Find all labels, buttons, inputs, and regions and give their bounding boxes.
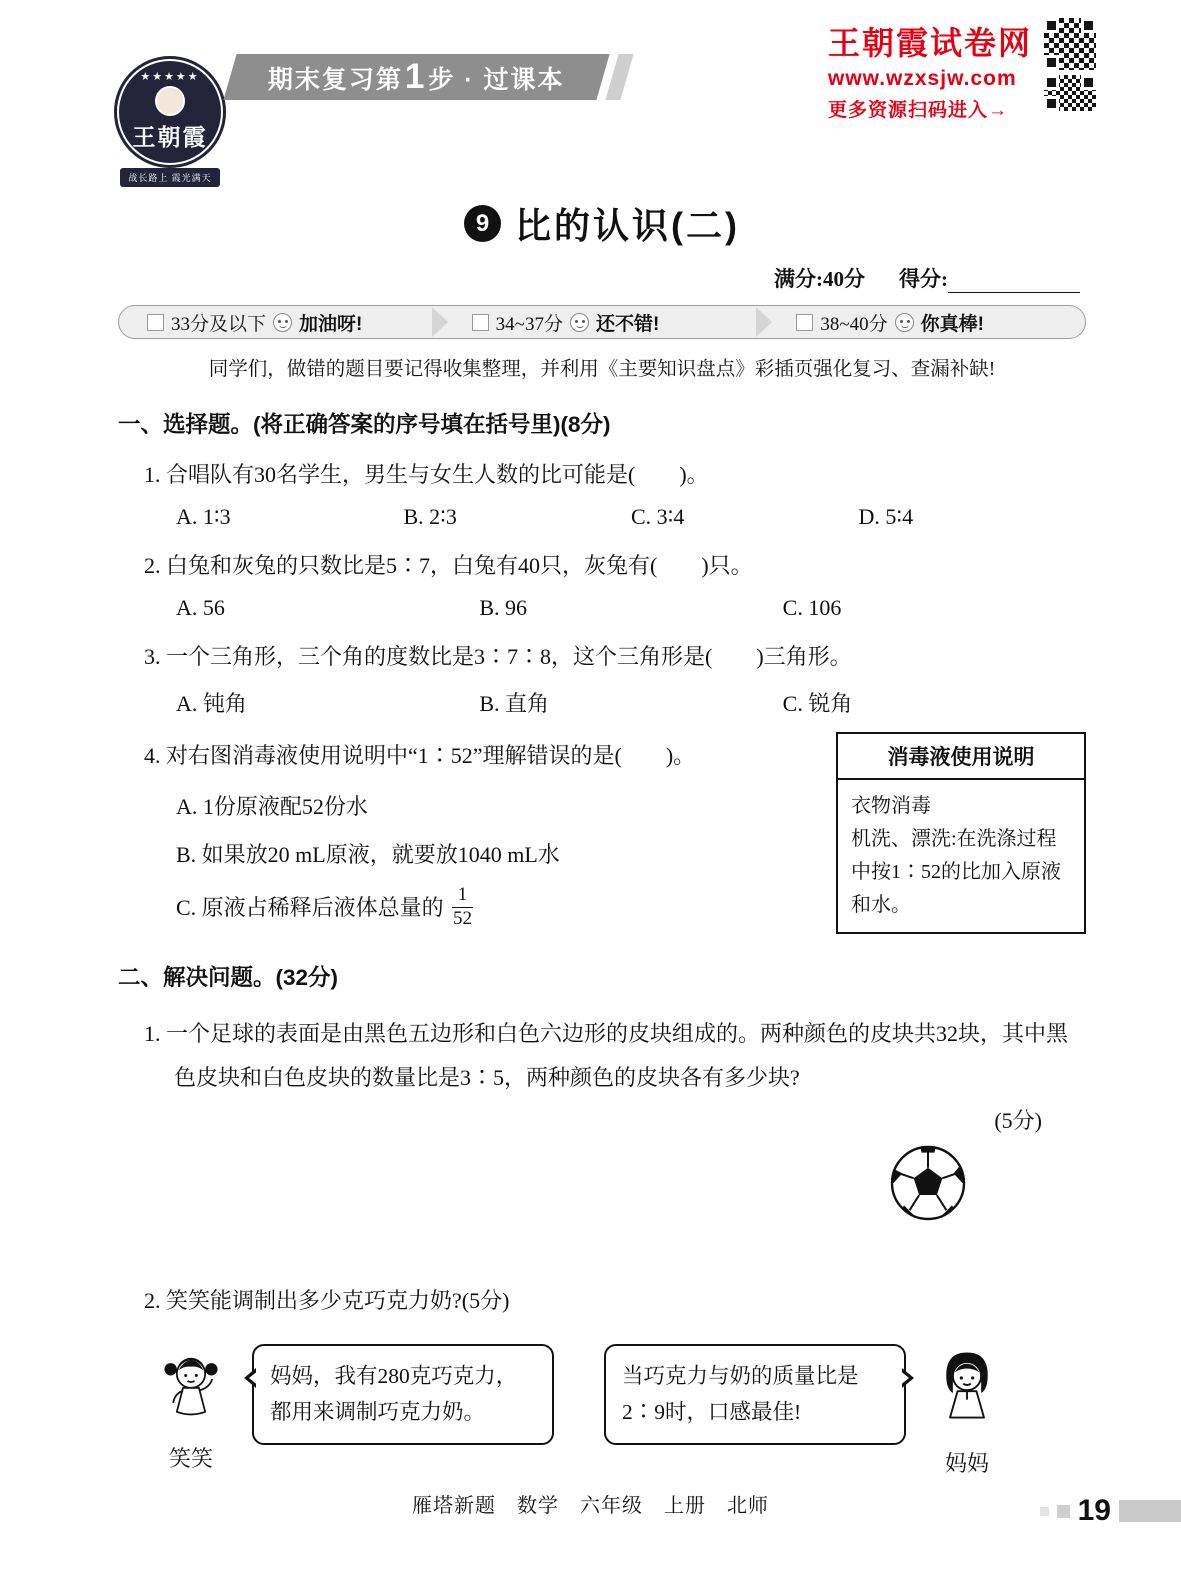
- tier-range: 38~40分: [820, 313, 888, 335]
- soccer-ball-row: [118, 1143, 1086, 1223]
- s1-question2-text: 2. 白兔和灰兔的只数比是5∶7，白兔有40只，灰兔有( )只。: [144, 553, 753, 579]
- option-d: D. 5∶4: [858, 504, 914, 530]
- speech-bubble-xiaoxiao: 妈妈，我有280克巧克力，都用来调制巧克力奶。: [252, 1344, 554, 1445]
- score-tier-high: [772, 309, 1081, 336]
- section2-title: 二、解决问题。(32分): [118, 964, 339, 990]
- stars-icon: ★★★★★: [140, 71, 200, 83]
- option-a: A. 钝角: [176, 690, 247, 716]
- option-a: A. 1∶3: [176, 504, 231, 530]
- option-b: B. 96: [479, 595, 528, 621]
- notice-text: 同学们，做错的题目要记得收集整理，并利用《主要知识盘点》彩插页强化复习、查漏补缺!: [208, 359, 996, 380]
- full-score-label: 满分:40分: [774, 267, 865, 291]
- page-number-block: [1040, 1494, 1181, 1528]
- decorative-square: [1040, 1507, 1049, 1516]
- info-box-body: [838, 780, 1084, 932]
- s2-question2-text: 2. 笑笑能调制出多少克巧克力奶?(5分): [144, 1287, 510, 1313]
- s1-question3-text: 3. 一个三角形，三个角的度数比是3∶7∶8，这个三角形是( )三角形。: [144, 644, 852, 670]
- info-box-line1: 衣物消毒: [851, 794, 931, 817]
- option-b: B. 直角: [479, 690, 550, 716]
- lesson-number-badge: 9: [464, 205, 501, 242]
- disinfectant-instructions-box: [836, 732, 1086, 934]
- info-box-title: 消毒液使用说明: [838, 734, 1084, 780]
- score-tier-bar: [118, 305, 1086, 339]
- face-icon: [570, 313, 589, 332]
- s1-question3-options: [118, 687, 1086, 718]
- qr-column: [1044, 18, 1096, 111]
- score-tier-low: [123, 309, 432, 336]
- tier-comment: 还不错!: [595, 313, 660, 335]
- s2-question1-score: (5分): [994, 1107, 1042, 1133]
- fraction: [452, 884, 474, 931]
- s1-question4-block: [118, 720, 1086, 934]
- s1-question1-options: [118, 504, 1086, 530]
- tier-comment: 你真棒!: [920, 313, 984, 335]
- fraction-denominator: 52: [452, 907, 472, 929]
- chevron-separator-icon: [432, 307, 448, 337]
- banner-text: [268, 56, 565, 96]
- site-text-block: [828, 18, 1032, 122]
- speaker-xiaoxiao: [160, 1344, 222, 1473]
- brand-badge-logo: [106, 56, 234, 187]
- review-step-banner: [223, 54, 609, 100]
- banner-step-number: 1: [405, 56, 427, 96]
- s1-question4-text: 4. 对右图消毒液使用说明中“1∶52”理解错误的是( )。: [144, 742, 696, 768]
- option-c: C. 3∶4: [631, 504, 685, 530]
- option-c: [118, 883, 836, 930]
- page-header: [118, 0, 1086, 196]
- option-a: A. 56: [176, 595, 225, 621]
- tier-comment: 加油呀!: [299, 313, 363, 335]
- qr-code-icon: [1044, 18, 1096, 70]
- decorative-square: [1057, 1505, 1070, 1518]
- face-icon: [895, 313, 914, 332]
- portrait-icon: [155, 86, 185, 116]
- option-c: C. 锐角: [782, 690, 853, 716]
- badge-name: 王朝霞: [132, 125, 208, 150]
- dialogue-row: [118, 1344, 1086, 1478]
- badge-ribbon: 战长路上 霞光满天: [120, 168, 219, 187]
- score-checkbox[interactable]: [147, 314, 164, 331]
- s2-question1-text: 1. 一个足球的表面是由黑色五边形和白色六边形的皮块组成的。两种颜色的皮块共32块，其中黑色皮块和白色皮块的数量比是3∶5，两种颜色的皮块各有多少块?: [144, 1020, 1069, 1090]
- tier-range: 33分及以下: [171, 313, 267, 335]
- speaker-name: 笑笑: [168, 1445, 213, 1471]
- page-number-bar: [1119, 1500, 1181, 1522]
- banner-text-post: 步 · 过课本: [428, 65, 565, 94]
- site-more-text: 更多资源扫码进入→: [827, 100, 1008, 121]
- page-title: [118, 198, 1086, 249]
- fraction-numerator: 1: [452, 884, 474, 908]
- site-promo: [828, 18, 1096, 122]
- banner-text-pre: 期末复习第: [268, 65, 404, 94]
- face-icon: [273, 313, 292, 332]
- score-checkbox[interactable]: [472, 314, 489, 331]
- score-line: [118, 263, 1086, 293]
- site-url[interactable]: www.wzxsjw.com: [827, 67, 1017, 90]
- qr-code-icon: [1044, 75, 1096, 111]
- footer-book-info: 雁塔新题 数学 六年级 上册 北师: [412, 1495, 769, 1517]
- page-number: 19: [1077, 1494, 1111, 1527]
- s1-question4-left: [118, 720, 836, 930]
- mom-character-illustration: [934, 1344, 1000, 1443]
- speech-bubble-mom: 当巧克力与奶的质量比是2∶9时，口感最佳!: [604, 1344, 906, 1445]
- chevron-separator-icon: [756, 307, 772, 337]
- tier-range: 34~37分: [495, 313, 563, 335]
- option-c-text: C. 原液占稀释后液体总量的: [176, 894, 444, 920]
- score-tier-mid: [448, 309, 757, 336]
- s1-question2-options: [118, 595, 1086, 621]
- option-b: B. 2∶3: [403, 504, 457, 530]
- lesson-title: 比的认识(二): [515, 205, 740, 246]
- got-score-label: 得分:: [899, 267, 948, 291]
- girl-character-illustration: [160, 1344, 222, 1438]
- badge-circle: [114, 56, 226, 168]
- speaker-mom: [934, 1344, 1000, 1478]
- s1-question1-text: 1. 合唱队有30名学生，男生与女生人数的比可能是( )。: [144, 462, 709, 487]
- soccer-ball-illustration: [888, 1143, 968, 1223]
- option-b: B. 如果放20 mL原液，就要放1040 mL水: [176, 841, 560, 867]
- speaker-name: 妈妈: [944, 1450, 989, 1476]
- score-blank-line: [948, 270, 1080, 293]
- section1-title: 一、选择题。(将正确答案的序号填在括号里)(8分): [118, 412, 611, 437]
- option-c: C. 106: [782, 595, 842, 621]
- site-name: 王朝霞试卷网: [827, 25, 1032, 61]
- info-box-line2: 机洗、漂洗:在洗涤过程中按1∶52的比加入原液和水。: [851, 827, 1061, 916]
- score-checkbox[interactable]: [796, 314, 813, 331]
- option-a: A. 1份原液配52份水: [176, 793, 368, 819]
